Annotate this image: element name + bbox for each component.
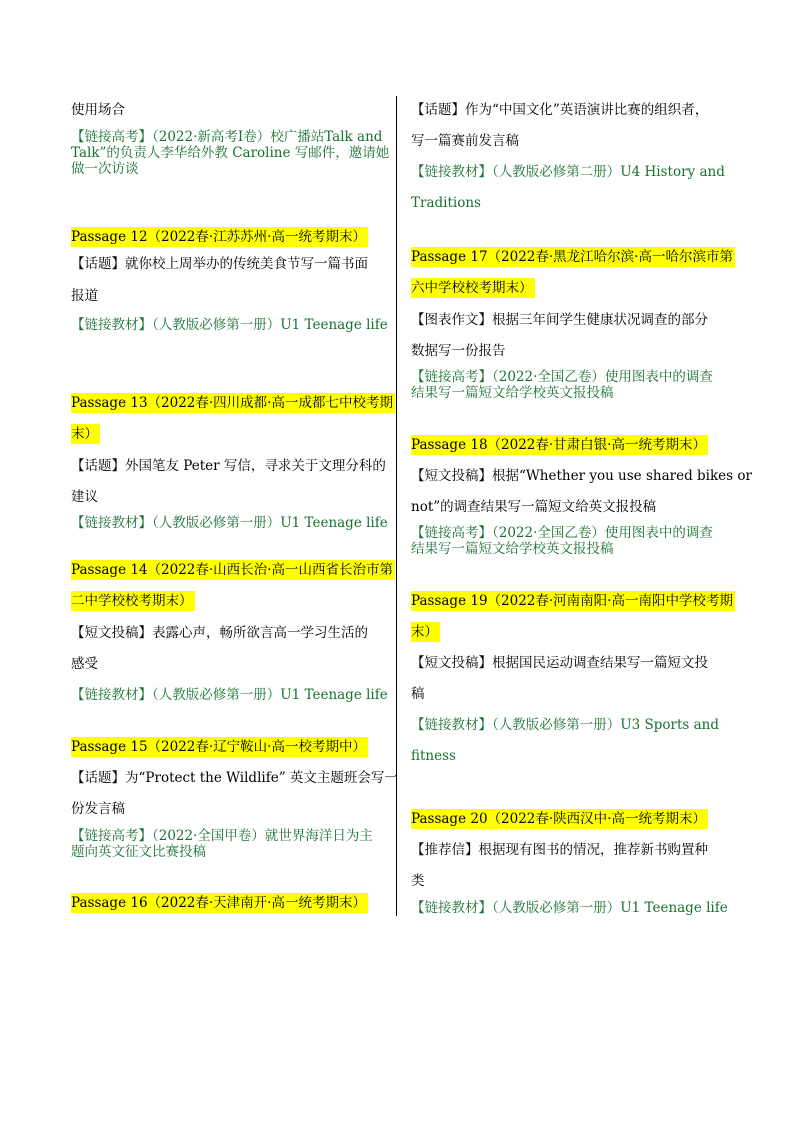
topic-line: 类: [411, 873, 425, 889]
link-reference-line: Talk”的负责人李华给外教 Caroline 写邮件，邀请她: [71, 145, 390, 161]
passage-heading: Passage 19（2022春·河南南阳·高一南阳中学校考期: [411, 593, 733, 609]
passage-heading: Passage 20（2022春·陕西汉中·高一统考期末）: [411, 811, 706, 827]
link-reference-line: 【链接教材】（人教版必修第一册）U1 Teenage life: [411, 900, 728, 916]
passage-heading: Passage 12（2022春·江苏苏州·高一统考期末）: [71, 229, 366, 245]
link-reference-line: 【链接教材】（人教版必修第二册）U4 History and: [411, 164, 725, 180]
topic-line: 报道: [71, 288, 98, 304]
topic-line: 份发言稿: [71, 801, 125, 817]
topic-line: 感受: [71, 656, 98, 672]
passage-heading: Passage 13（2022春·四川成都·高一成都七中校考期: [71, 395, 393, 411]
passage-heading: Passage 16（2022春·天津南开·高一统考期末）: [71, 895, 366, 911]
topic-line: 数据写一份报告: [411, 343, 506, 359]
topic-line: 【话题】为“Protect the Wildlife” 英文主题班会写一: [71, 770, 398, 786]
link-reference-line: 题向英文征文比赛投稿: [71, 844, 206, 860]
link-reference-line: 【链接高考】（2022·全国乙卷）使用图表中的调查: [411, 369, 713, 385]
passage-heading: Passage 17（2022春·黑龙江哈尔滨·高一哈尔滨市第: [411, 249, 733, 265]
link-reference-line: 结果写一篇短文给学校英文报投稿: [411, 385, 614, 401]
link-reference-line: 【链接高考】（2022·全国甲卷）就世界海洋日为主: [71, 828, 373, 844]
passage-heading: Passage 15（2022春·辽宁鞍山·高一校考期中）: [71, 739, 366, 755]
link-reference-line: 结果写一篇短文给学校英文报投稿: [411, 541, 614, 557]
link-reference-line: Traditions: [411, 195, 481, 211]
passage-heading: 六中学校校考期末）: [411, 280, 533, 296]
topic-line: 【话题】就你校上周举办的传统美食节写一篇书面: [71, 256, 368, 272]
topic-line: 【图表作文】根据三年间学生健康状况调查的部分: [411, 312, 708, 328]
topic-line: 【短文投稿】根据国民运动调查结果写一篇短文投: [411, 655, 708, 671]
topic-line: not”的调查结果写一篇短文给英文报投稿: [411, 499, 657, 515]
link-reference-line: 【链接教材】（人教版必修第一册）U1 Teenage life: [71, 317, 388, 333]
topic-line: 【短文投稿】根据“Whether you use shared bikes or: [411, 468, 752, 484]
passage-heading: 末）: [71, 426, 98, 442]
topic-line: 【推荐信】根据现有图书的情况，推荐新书购置种: [411, 842, 708, 858]
topic-line: 使用场合: [71, 102, 125, 118]
topic-line: 【短文投稿】表露心声，畅所欲言高一学习生活的: [71, 625, 368, 641]
topic-line: 【话题】作为“中国文化”英语演讲比赛的组织者，: [411, 102, 709, 118]
passage-heading: 二中学校校考期末）: [71, 593, 193, 609]
column-divider: [396, 96, 397, 916]
topic-line: 【话题】外国笔友 Peter 写信，寻求关于文理分科的: [71, 458, 386, 474]
topic-line: 稿: [411, 686, 425, 702]
link-reference-line: 【链接高考】（2022·全国乙卷）使用图表中的调查: [411, 525, 713, 541]
link-reference-line: 【链接教材】（人教版必修第一册）U1 Teenage life: [71, 687, 388, 703]
link-reference-line: 【链接教材】（人教版必修第一册）U1 Teenage life: [71, 515, 388, 531]
passage-heading: Passage 14（2022春·山西长治·高一山西省长治市第: [71, 562, 393, 578]
passage-heading: Passage 18（2022春·甘肃白银·高一统考期末）: [411, 437, 706, 453]
link-reference-line: 【链接教材】（人教版必修第一册）U3 Sports and: [411, 717, 720, 733]
topic-line: 建议: [71, 489, 98, 505]
link-reference-line: 做一次访谈: [71, 161, 139, 177]
topic-line: 写一篇赛前发言稿: [411, 133, 519, 149]
passage-heading: 末）: [411, 624, 438, 640]
link-reference-line: 【链接高考】（2022·新高考Ⅰ卷）校广播站Talk and: [71, 129, 383, 145]
link-reference-line: fitness: [411, 748, 456, 764]
